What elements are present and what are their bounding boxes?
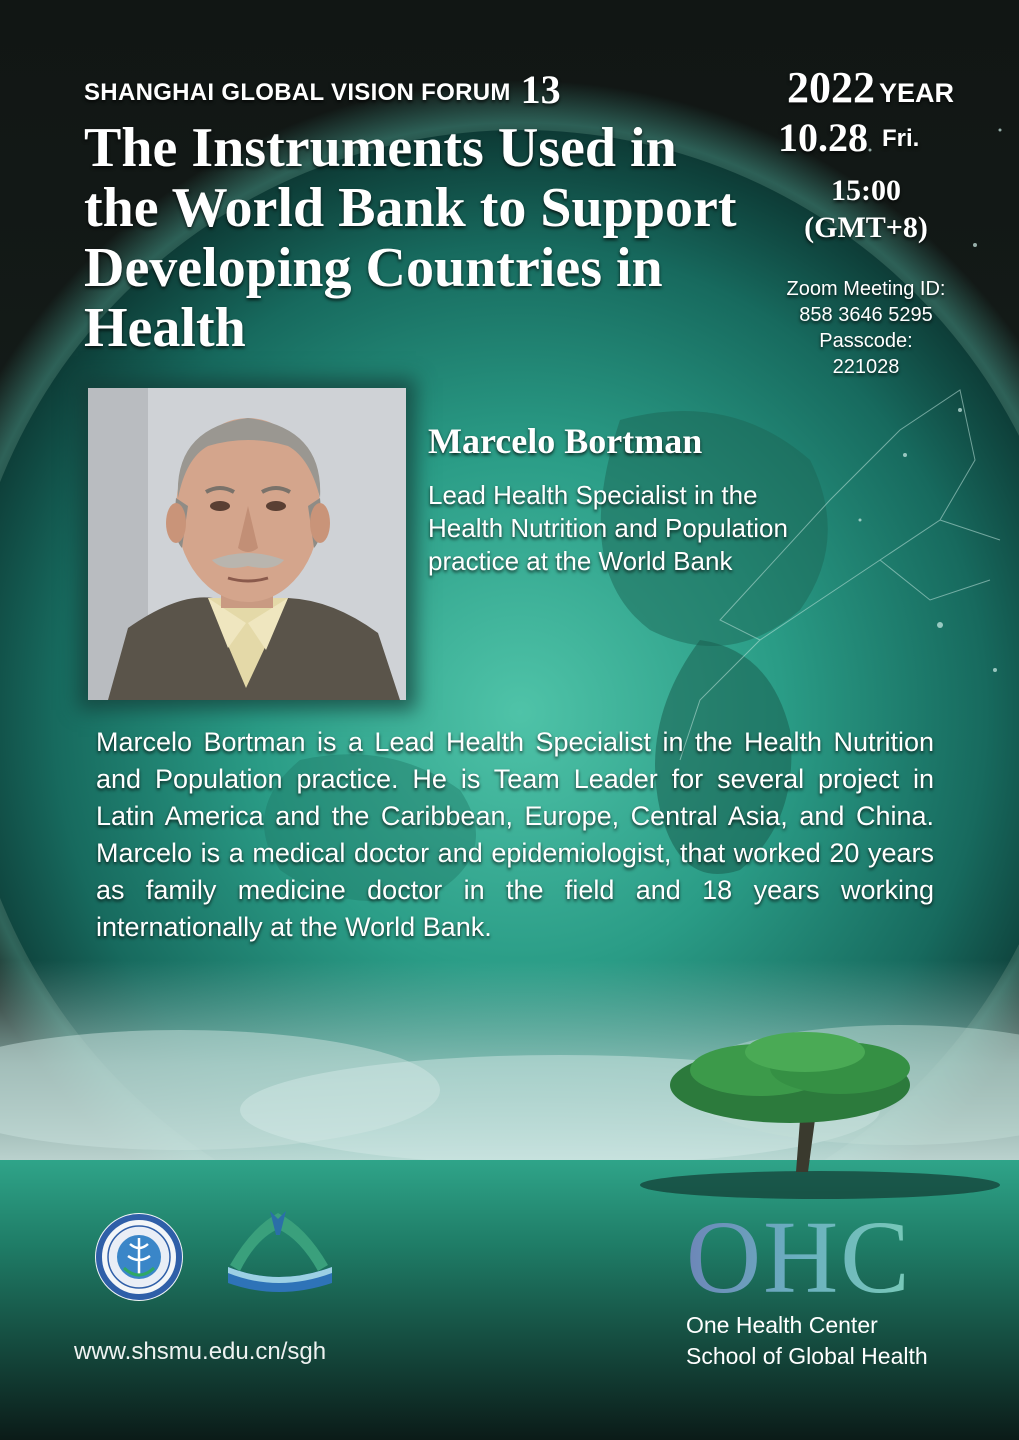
event-date bbox=[778, 114, 919, 161]
year-word: YEAR bbox=[878, 78, 954, 108]
arch-logo-icon bbox=[222, 1205, 336, 1295]
zoom-id: 858 3646 5295 bbox=[799, 304, 933, 326]
forum-heading bbox=[84, 66, 561, 113]
speaker-name: Marcelo Bortman bbox=[428, 421, 703, 461]
ohc-mark-text: OHC bbox=[686, 1204, 912, 1304]
speaker-bio: Marcelo Bortman is a Lead Health Specialist in the Health Nutrition and Population practice. He is Team Leader for several project in Latin America and the Caribbean, Europe, Central Asia, and China. Marcelo is a medical doctor and epidemiologist, that worked 20 years as family medicine doctor in the field and 18 years working internationally at the World Bank. bbox=[96, 727, 934, 942]
year-number: 2022 bbox=[786, 63, 875, 112]
speaker-photo bbox=[88, 388, 406, 700]
date-number: 10.28 bbox=[778, 115, 868, 160]
passcode-label: Passcode: bbox=[819, 330, 913, 352]
event-year bbox=[787, 62, 954, 113]
forum-number: 13 bbox=[520, 67, 561, 112]
ohc-name: One Health Center bbox=[686, 1312, 878, 1338]
page-title: The Instruments Used in the World Bank to Support Developing Countries in Health bbox=[84, 117, 737, 359]
weekday: Fri. bbox=[882, 125, 920, 152]
website-link[interactable]: www.shsmu.edu.cn/sgh bbox=[74, 1338, 327, 1365]
event-time bbox=[760, 172, 972, 246]
timezone: (GMT+8) bbox=[804, 211, 928, 244]
zoom-label: Zoom Meeting ID: bbox=[786, 278, 946, 300]
ohc-school: School of Global Health bbox=[686, 1343, 928, 1369]
ohc-logo-icon bbox=[682, 1204, 952, 1304]
zoom-info bbox=[760, 276, 972, 380]
time-value: 15:00 bbox=[831, 174, 901, 207]
forum-name: SHANGHAI GLOBAL VISION FORUM bbox=[84, 79, 511, 106]
passcode: 221028 bbox=[832, 356, 900, 378]
school-seal-icon bbox=[94, 1212, 184, 1302]
speaker-role: Lead Health Specialist in the Health Nutrition and Population practice at the World Bank bbox=[428, 480, 788, 576]
